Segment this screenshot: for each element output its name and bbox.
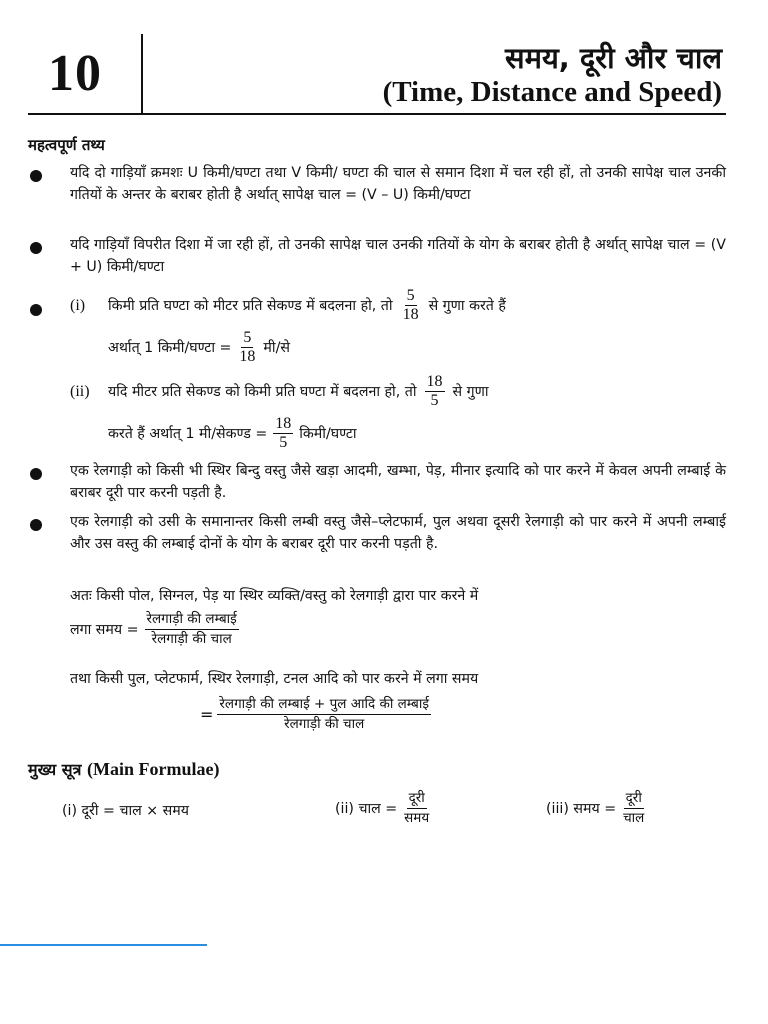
facts-heading: महत्वपूर्ण तथ्य — [28, 136, 105, 154]
bullet-icon — [30, 242, 42, 254]
fraction-distance-by-speed: $\frac{\text{दूरी}}{\text{चाल}}$ — [623, 790, 645, 826]
bullet-icon — [30, 468, 42, 480]
bullet-icon — [30, 170, 42, 182]
main-formulae-heading: मुख्य सूत्र (Main Formulae) — [28, 759, 220, 779]
conversion-text: यदि मीटर प्रति सेकण्ड को किमी प्रति घण्टा में बदलना हो, तो — [108, 383, 417, 400]
fact-relative-speed-same: यदि दो गाड़ियाँ क्रमशः U किमी/घण्टा तथा V किमी/ घण्टा की चाल से समान दिशा में चल रही हों, तो उनकी सापेक्ष चाल उनकी गतियों के अन्तर के बराबर होती है अर्थात् सापेक्ष चाल = (V – U) किमी/घण्टा — [70, 165, 726, 203]
bridge-crossing-text: तथा किसी पुल, प्लेटफार्म, स्थिर रेलगाड़ी, टनल आदि को पार करने में लगा समय — [70, 671, 479, 687]
footer-accent-line — [0, 944, 207, 946]
fact-relative-speed-opposite: यदि गाड़ियाँ विपरीत दिशा में जा रही हों, तो उनकी सापेक्ष चाल उनकी गतियों के योग के बराबर होती है अर्थात् सापेक्ष चाल = (V + U) किमी/घण्टा — [70, 237, 726, 275]
example-kmph-to-mps: अर्थात् 1 किमी/घण्टा = $\frac{5}{18}$ मी/से — [108, 329, 290, 365]
header-rule — [28, 113, 726, 115]
header-divider — [141, 34, 143, 114]
fraction-18-5: $\frac{18}{5}$ — [275, 415, 292, 451]
chapter-title-english: (Time, Distance and Speed) — [382, 76, 722, 108]
fraction-length-by-speed: $\frac{\text{रेलगाड़ी की लम्बाई}}{\text{रेलगाड़ी की चाल}}$ — [146, 611, 237, 647]
item-label: (i) — [70, 296, 86, 314]
conversion-tail: से गुणा करते हैं — [428, 297, 506, 314]
fact-kmph-to-mps — [70, 288, 726, 323]
fraction-18-5: $\frac{18}{5}$ — [426, 373, 443, 409]
fraction-5-18: $\frac{5}{18}$ — [402, 287, 419, 323]
fraction-distance-by-time: $\frac{\text{दूरी}}{\text{समय}}$ — [404, 790, 430, 826]
item-label: (ii) — [70, 382, 90, 400]
example-mps-to-kmph: करते हैं अर्थात् 1 मी/सेकण्ड = $\frac{18}{5}$ किमी/घण्टा — [108, 415, 357, 451]
chapter-title-hindi: समय, दूरी और चाल — [505, 41, 722, 75]
chapter-number: 10 — [48, 45, 102, 102]
conversion-text: किमी प्रति घण्टा को मीटर प्रति सेकण्ड में बदलना हो, तो — [108, 297, 393, 314]
formula-distance: (i) दूरी = चाल × समय — [62, 803, 189, 819]
formula-time: (iii) समय = $\frac{\text{दूरी}}{\text{चाल}}$ — [546, 790, 645, 826]
fact-mps-to-kmph — [70, 374, 726, 409]
bullet-icon — [30, 304, 42, 316]
pole-crossing-text: अतः किसी पोल, सिग्नल, पेड़ या स्थिर व्यक्ति/वस्तु को रेलगाड़ी द्वारा पार करने में — [70, 588, 479, 604]
formula-time-pole: लगा समय = $\frac{\text{रेलगाड़ी की लम्बाई}}{\text{रेलगाड़ी की चाल}}$ — [70, 611, 237, 647]
fact-train-crossing-point: एक रेलगाड़ी को किसी भी स्थिर बिन्दु वस्तु जैसे खड़ा आदमी, खम्भा, पेड़, मीनार इत्यादि को पार करने में केवल अपनी लम्बाई के बराबर दूरी पार करनी पड़ती है. — [70, 463, 726, 501]
formula-speed: (ii) चाल = $\frac{\text{दूरी}}{\text{समय}}$ — [335, 790, 430, 826]
fraction-total-length-by-speed: $\frac{\text{रेलगाड़ी की लम्बाई + पुल आदि की लम्बाई}}{\text{रेलगाड़ी की चाल}}$ — [219, 696, 430, 732]
fact-train-crossing-long-object: एक रेलगाड़ी को उसी के समानान्तर किसी लम्बी वस्तु जैसे–प्लेटफार्म, पुल अथवा दूसरी रेलगाड़ी को पार करने में अपनी लम्बाई और उस वस्तु की लम्बाई दोनों के योग के बराबर दूरी पार करनी पड़ती है. — [70, 514, 726, 552]
conversion-tail: से गुणा — [452, 383, 489, 400]
fraction-5-18: $\frac{5}{18}$ — [239, 329, 256, 365]
bullet-icon — [30, 519, 42, 531]
formula-time-bridge: = $\frac{\text{रेलगाड़ी की लम्बाई + पुल आदि की लम्बाई}}{\text{रेलगाड़ी की चाल}}$ — [200, 696, 430, 732]
